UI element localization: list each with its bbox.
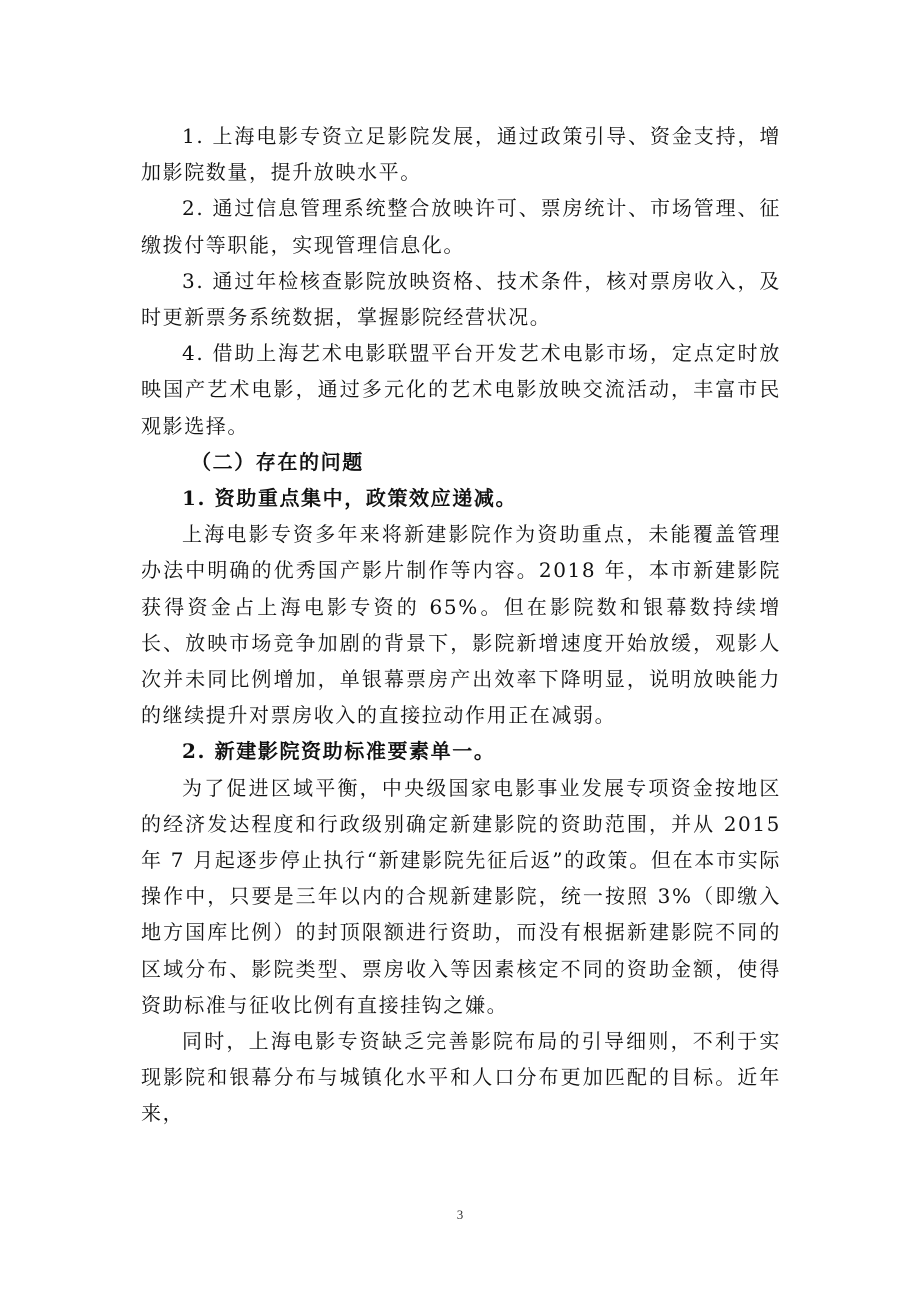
paragraph-measure-1: 1. 上海电影专资立足影院发展，通过政策引导、资金支持，增加影院数量，提升放映水平。: [141, 124, 781, 185]
subheading-problem-1: 1. 资助重点集中，政策效应递减。: [182, 486, 518, 511]
paragraph-measure-4: 4. 借助上海艺术电影联盟平台开发艺术电影市场，定点定时放映国产艺术电影，通过多元化的艺术电影放映交流活动，丰富市民观影选择。: [141, 341, 781, 438]
page-number: 3: [456, 1207, 464, 1222]
document-body: [141, 118, 781, 1132]
subheading-problem-2: 2. 新建影院资助标准要素单一。: [182, 739, 496, 764]
paragraph-measure-2: 2. 通过信息管理系统整合放映许可、票房统计、市场管理、征缴拨付等职能，实现管理信息化。: [141, 196, 781, 257]
paragraph-problem-2-continued: 同时，上海电影专资缺乏完善影院布局的引导细则，不利于实现影院和银幕分布与城镇化水平和人口分布更加匹配的目标。近年来，: [141, 1029, 781, 1126]
section-heading-problems: （二）存在的问题: [191, 449, 364, 474]
paragraph-measure-3: 3. 通过年检核查影院放映资格、技术条件，核对票房收入，及时更新票务系统数据，掌握影院经营状况。: [141, 268, 781, 330]
paragraph-problem-1: 上海电影专资多年来将新建影院作为资助重点，未能覆盖管理办法中明确的优秀国产影片制作等内容。2018 年，本市新建影院获得资金占上海电影专资的 65%。但在影院数和银幕数持续增长、放映市场竞争加剧的背景下，影院新增速度开始放缓，观影人次并未同比例增加，单银幕票房产出效率下降明显，说明放映能力的继续提升对票房收入的直接拉动作用正在减弱。: [141, 522, 781, 728]
paragraph-problem-2: 为了促进区域平衡，中央级国家电影事业发展专项资金按地区的经济发达程度和行政级别确定新建影院的资助范围，并从 2015 年 7 月起逐步停止执行“新建影院先征后返”的政策。但在本市实际操作中，只要是三年以内的合规新建影院，统一按照 3%（即缴入地方国库比例）的封顶限额进行资助，而没有根据新建影院不同的区域分布、影院类型、票房收入等因素核定不同的资助金额，使得资助标准与征收比例有直接挂钩之嫌。: [141, 775, 781, 1017]
